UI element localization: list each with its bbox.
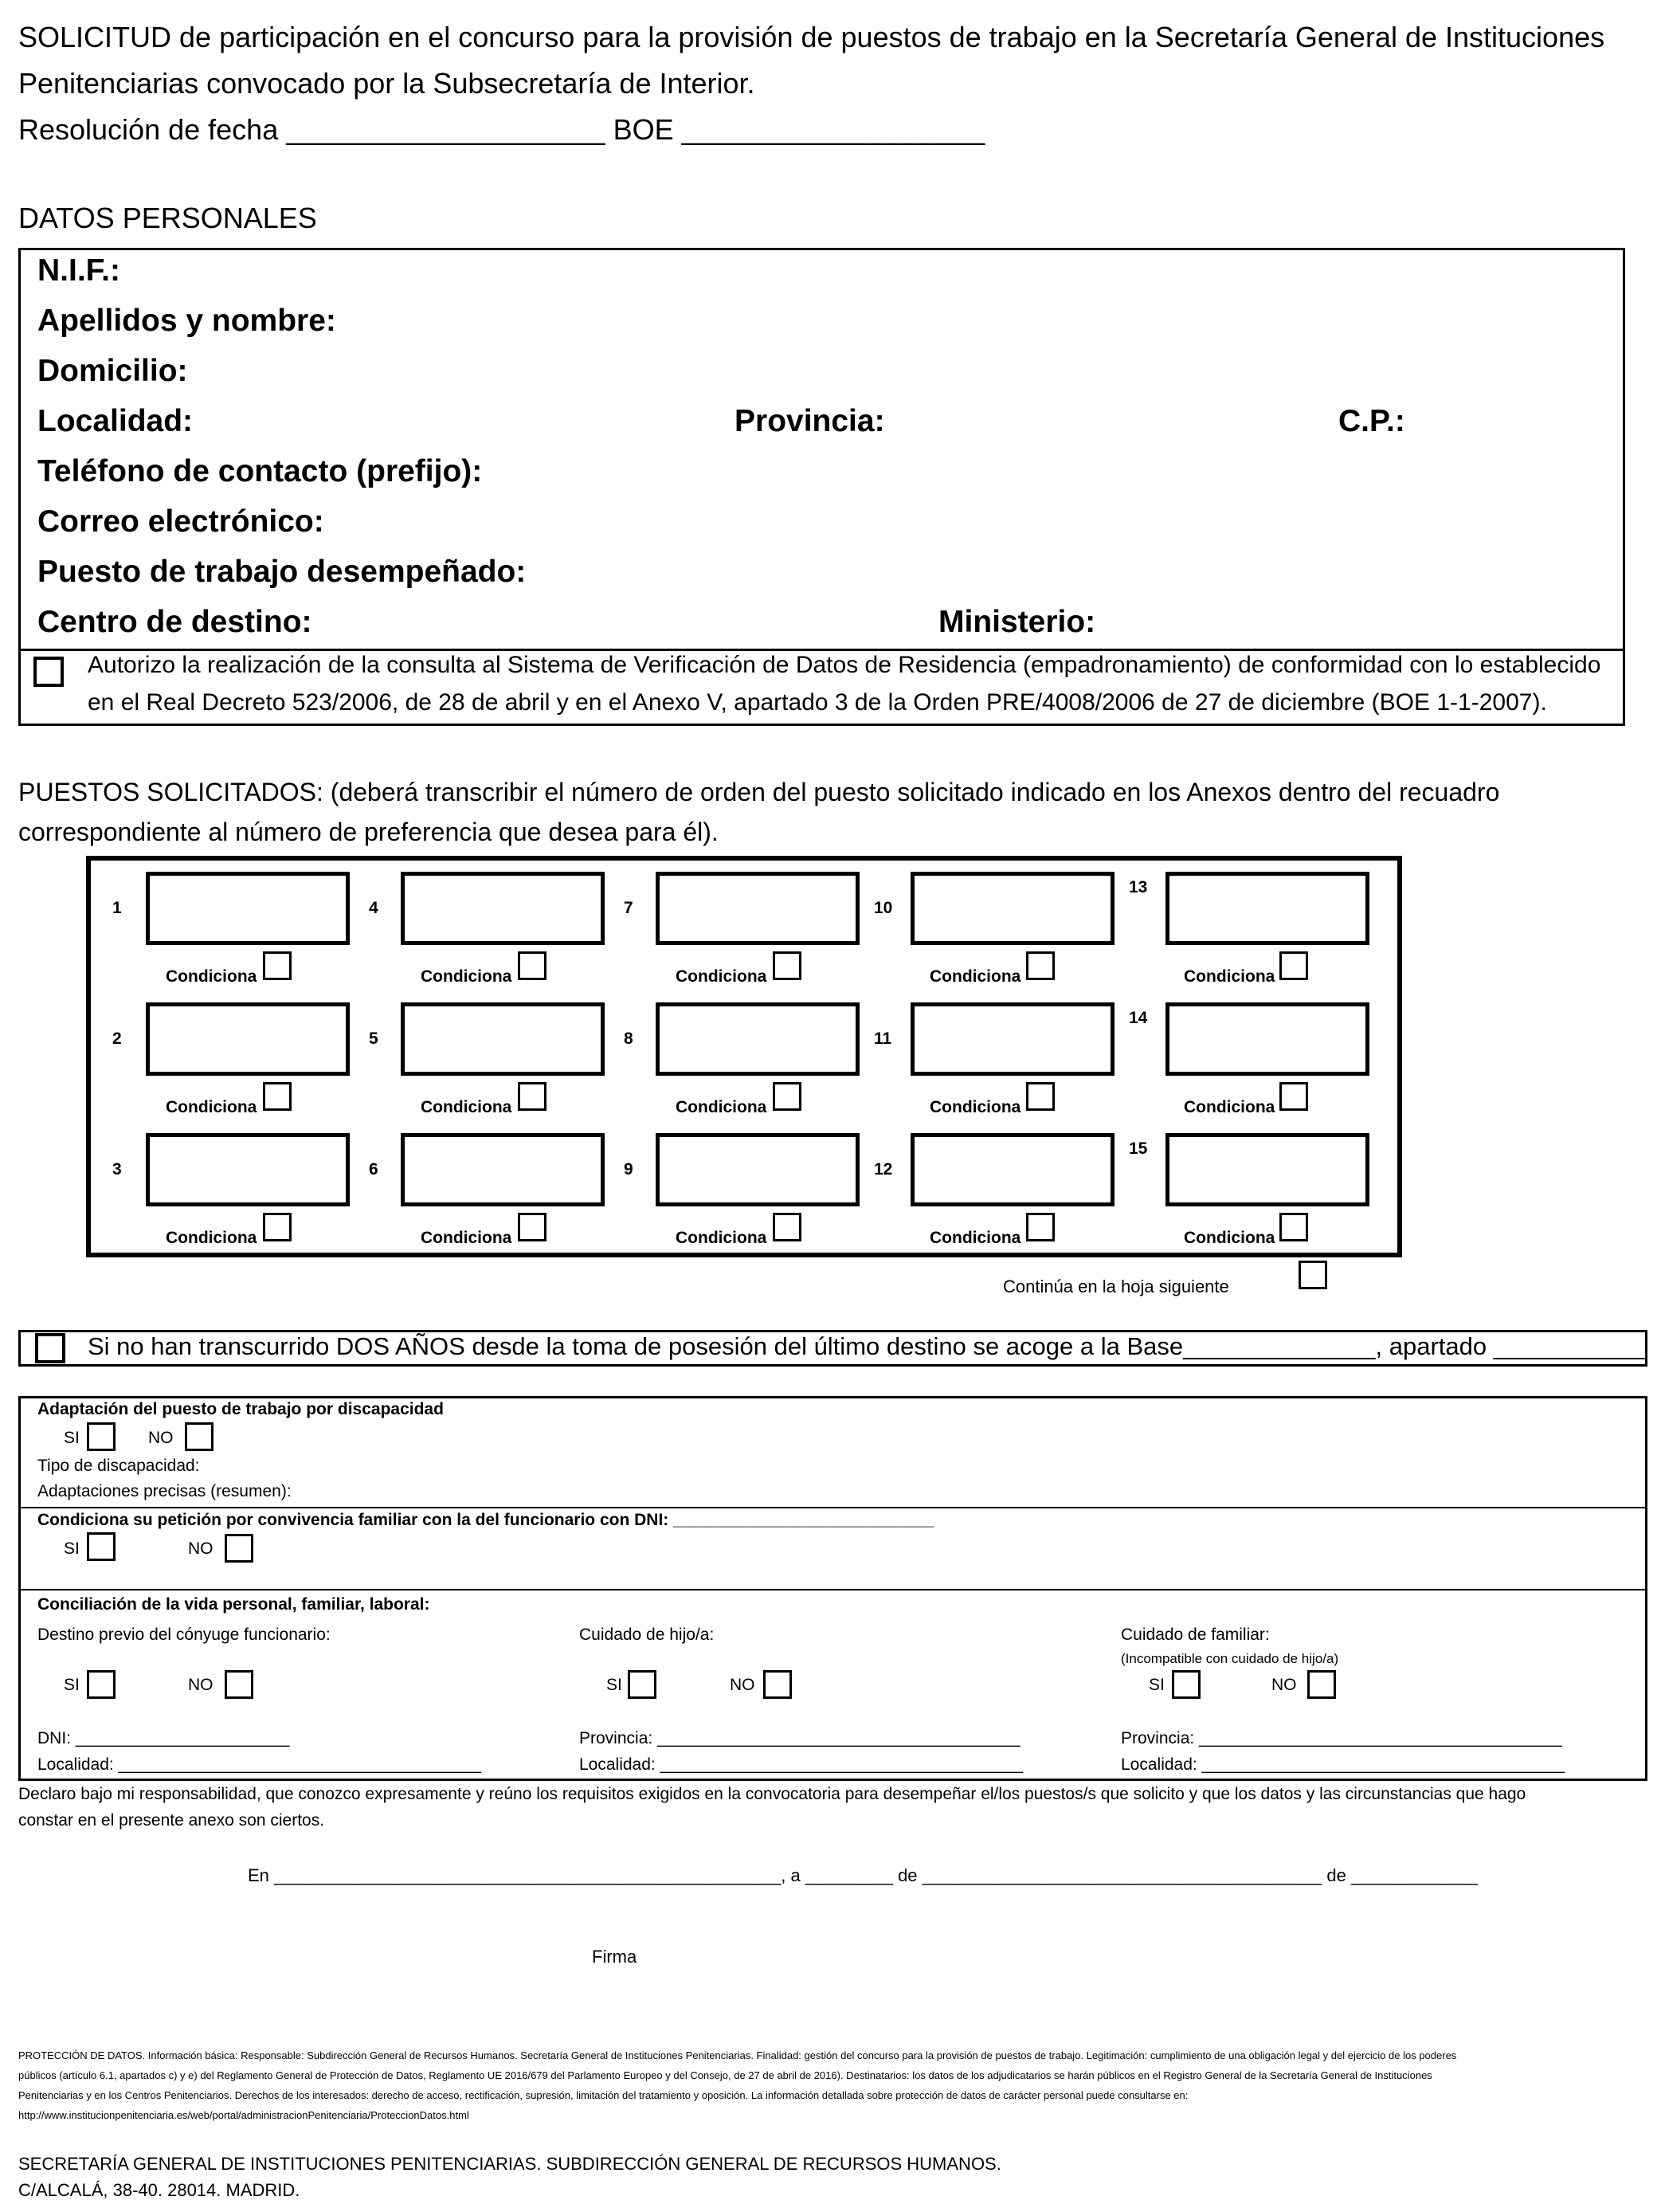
hijo-no-label: NO [730,1676,755,1694]
condiciona-label: Condiciona [930,1098,1021,1116]
firma-label: Firma [592,1947,637,1967]
centro-label: Centro de destino: [37,605,312,639]
slot-number: 6 [369,1160,378,1179]
slot-box-8[interactable] [656,1002,860,1076]
section-title-datos-personales: DATOS PERSONALES [18,202,317,234]
conyuge-no-label: NO [188,1676,214,1694]
conyuge-label: Destino previo del cónyuge funcionario: [37,1626,331,1644]
divider [18,1507,1647,1508]
familiar-label: Cuidado de familiar: [1121,1626,1270,1644]
slot-number: 3 [112,1160,122,1179]
slot-number: 10 [874,899,893,917]
slot-box-2[interactable] [146,1002,350,1076]
slot-number: 4 [369,899,378,917]
slot-box-12[interactable] [911,1133,1115,1206]
header-line-3: Resolución de fecha ____________________ BOE ___________________ [18,113,985,146]
convivencia-title: Condiciona su petición por convivencia familiar con la del funcionario con DNI: ____________________________ [37,1511,934,1529]
condiciona-checkbox[interactable] [263,1213,292,1241]
conyuge-si-checkbox[interactable] [87,1670,116,1699]
conciliacion-title: Conciliación de la vida personal, familiar, laboral: [37,1595,430,1614]
footer-line-1: SECRETARÍA GENERAL DE INSTITUCIONES PENITENCIARIAS. SUBDIRECCIÓN GENERAL DE RECURSOS HUMANOS. [18,2154,1001,2174]
convivencia-no-checkbox[interactable] [225,1534,253,1563]
dos-anos-text: Si no han transcurrido DOS AÑOS desde la toma de posesión del último destino se acoge a la Base______________, apartado ___________ [88,1332,1645,1360]
slot-number: 7 [624,899,633,917]
condiciona-label: Condiciona [1184,1098,1275,1116]
divider [18,649,1625,651]
condiciona-checkbox[interactable] [1279,1082,1308,1111]
convivencia-si-checkbox[interactable] [87,1532,116,1561]
proteccion-line-2: públicos (artículo 6.1, apartados c) y e) del Reglamento General de Protección de Datos, Reglamento UE 2016/679 del Parlamento Europeo y del Consejo, de 27 de abril de 2016). Destinatarios: los datos de los adjudicatarios se harán públicos en el Registro General de la Secretaría General de Instituciones [18,2069,1432,2081]
condiciona-label: Condiciona [421,1098,512,1116]
continua-checkbox[interactable] [1299,1261,1327,1289]
condiciona-checkbox[interactable] [518,1082,546,1111]
condiciona-checkbox[interactable] [1026,951,1055,980]
slot-box-3[interactable] [146,1133,350,1206]
proteccion-link[interactable]: http://www.institucionpenitenciaria.es/web/portal/administracionPenitenciaria/ProteccionDatos.html [18,2109,469,2121]
convivencia-si-label: SI [64,1539,80,1558]
condiciona-label: Condiciona [1184,1229,1275,1247]
condiciona-label: Condiciona [1184,967,1275,986]
proteccion-line-1: PROTECCIÓN DE DATOS. Información básica: Responsable: Subdirección General de Recursos Humanos. Secretaría General de Instituciones Penitenciarias. Finalidad: gestión del concurso para la provisión de puestos de trabajo. Legitimación: cumplimiento de una obligación legal y del ejercicio de los poderes [18,2049,1457,2061]
adaptacion-no-label: NO [148,1429,174,1447]
slot-number: 8 [624,1030,633,1048]
slot-box-6[interactable] [401,1133,605,1206]
condiciona-checkbox[interactable] [263,951,292,980]
slot-box-15[interactable] [1165,1133,1369,1206]
condiciona-checkbox[interactable] [518,951,546,980]
dos-anos-checkbox[interactable] [35,1333,65,1363]
slot-number: 11 [874,1030,892,1048]
slot-box-11[interactable] [911,1002,1115,1076]
familiar-no-label: NO [1271,1676,1297,1694]
condiciona-label: Condiciona [421,967,512,986]
divider [18,1589,1647,1590]
condiciona-label: Condiciona [676,1229,767,1247]
slot-box-4[interactable] [401,872,605,945]
condiciona-label: Condiciona [930,967,1021,986]
familiar-localidad-field[interactable]: Localidad: _______________________________________ [1121,1755,1565,1774]
hijo-si-checkbox[interactable] [628,1670,656,1699]
familiar-si-label: SI [1149,1676,1165,1694]
declaro-text-2: constar en el presente anexo son ciertos. [18,1811,325,1830]
condiciona-label: Condiciona [421,1229,512,1247]
tipo-discapacidad-label: Tipo de discapacidad: [37,1457,200,1475]
nif-label: N.I.F.: [37,253,120,288]
footer-line-2: C/ALCALÁ, 38-40. 28014. MADRID. [18,2180,300,2200]
slot-number: 15 [1129,1139,1148,1158]
puestos-intro-2: correspondiente al número de preferencia que desea para él). [18,818,719,846]
conyuge-no-checkbox[interactable] [225,1670,253,1699]
condiciona-checkbox[interactable] [773,1213,801,1241]
header-line-2: Penitenciarias convocado por la Subsecretaría de Interior. [18,67,755,100]
adaptacion-title: Adaptación del puesto de trabajo por discapacidad [37,1400,444,1418]
condiciona-checkbox[interactable] [518,1213,546,1241]
familiar-si-checkbox[interactable] [1172,1670,1201,1699]
slot-box-10[interactable] [911,872,1115,945]
provincia-label: Provincia: [735,404,885,438]
adaptacion-no-checkbox[interactable] [185,1422,214,1451]
slot-box-1[interactable] [146,872,350,945]
conyuge-dni-field[interactable]: DNI: _______________________ [37,1729,290,1747]
localidad-label: Localidad: [37,404,194,438]
conyuge-si-label: SI [64,1676,80,1694]
domicilio-label: Domicilio: [37,354,188,388]
slot-number: 2 [112,1030,122,1048]
slot-box-9[interactable] [656,1133,860,1206]
condiciona-checkbox[interactable] [1279,951,1308,980]
lugar-fecha-line[interactable]: En ____________________________________________________, a _________ de _________________________________________ de _____________ [248,1865,1479,1885]
slot-number: 13 [1129,878,1148,896]
slot-box-7[interactable] [656,872,860,945]
slot-number: 12 [874,1160,893,1179]
condiciona-label: Condiciona [166,967,257,986]
condiciona-label: Condiciona [166,1098,257,1116]
condiciona-checkbox[interactable] [773,1082,801,1111]
condiciona-label: Condiciona [166,1229,257,1247]
hijo-provincia-field[interactable]: Provincia: _______________________________________ [579,1729,1020,1747]
header-line-1: SOLICITUD de participación en el concurso para la provisión de puestos de trabajo en la Secretaría General de Instituciones [18,21,1605,53]
adaptaciones-label: Adaptaciones precisas (resumen): [37,1482,292,1500]
declaro-text-1: Declaro bajo mi responsabilidad, que conozco expresamente y reúno los requisitos exigidos en la convocatoria para desempeñar el/los puestos/s que solicito y que los datos y las circunstancias que hago [18,1785,1526,1803]
hijo-si-label: SI [606,1676,622,1694]
puesto-label: Puesto de trabajo desempeñado: [37,555,527,589]
hijo-localidad-field[interactable]: Localidad: _______________________________________ [579,1755,1024,1774]
familiar-note: (Incompatible con cuidado de hijo/a) [1121,1651,1339,1666]
slot-number: 14 [1129,1009,1148,1027]
condiciona-checkbox[interactable] [1279,1213,1308,1241]
conyuge-localidad-field[interactable]: Localidad: _______________________________________ [37,1755,482,1774]
telefono-label: Teléfono de contacto (prefijo): [37,454,483,488]
condiciona-label: Condiciona [676,1098,767,1116]
condiciona-checkbox[interactable] [773,951,801,980]
condiciona-label: Condiciona [930,1229,1021,1247]
ministerio-label: Ministerio: [938,605,1096,639]
hijo-label: Cuidado de hijo/a: [579,1626,715,1644]
consent-checkbox[interactable] [33,657,64,687]
puestos-intro-1: PUESTOS SOLICITADOS: (deberá transcribir el número de orden del puesto solicitado indicado en los Anexos dentro del recuadro [18,778,1500,806]
slot-box-13[interactable] [1165,872,1369,945]
adaptacion-si-label: SI [64,1429,80,1447]
slot-number: 1 [112,899,122,917]
cp-label: C.P.: [1338,404,1405,438]
slot-box-5[interactable] [401,1002,605,1076]
slot-number: 9 [624,1160,633,1179]
consent-text-2: en el Real Decreto 523/2006, de 28 de abril y en el Anexo V, apartado 3 de la Orden PRE/4008/2006 de 27 de diciembre (BOE 1-1-2007). [88,689,1547,716]
condiciona-checkbox[interactable] [1026,1082,1055,1111]
familiar-provincia-field[interactable]: Provincia: _______________________________________ [1121,1729,1562,1747]
correo-label: Correo electrónico: [37,504,324,539]
name-label: Apellidos y nombre: [37,304,336,338]
familiar-no-checkbox[interactable] [1307,1670,1336,1699]
condiciona-label: Condiciona [676,967,767,986]
hijo-no-checkbox[interactable] [763,1670,792,1699]
slot-box-14[interactable] [1165,1002,1369,1076]
adaptacion-si-checkbox[interactable] [87,1422,116,1451]
consent-text-1: Autorizo la realización de la consulta al Sistema de Verificación de Datos de Residencia (empadronamiento) de conformidad con lo establecido [88,652,1601,678]
condiciona-checkbox[interactable] [263,1082,292,1111]
slot-number: 5 [369,1030,378,1048]
convivencia-no-label: NO [188,1539,214,1558]
continua-label: Continúa en la hoja siguiente [1003,1277,1229,1296]
proteccion-line-3: Penitenciarias y en los Centros Penitenciarios. Derechos de los interesados: derecho de acceso, rectificación, supresión, limitación del tratamiento y oposición. La información detallada sobre protección de datos de carácter personal puede consultarse en: [18,2089,1189,2101]
condiciona-checkbox[interactable] [1026,1213,1055,1241]
